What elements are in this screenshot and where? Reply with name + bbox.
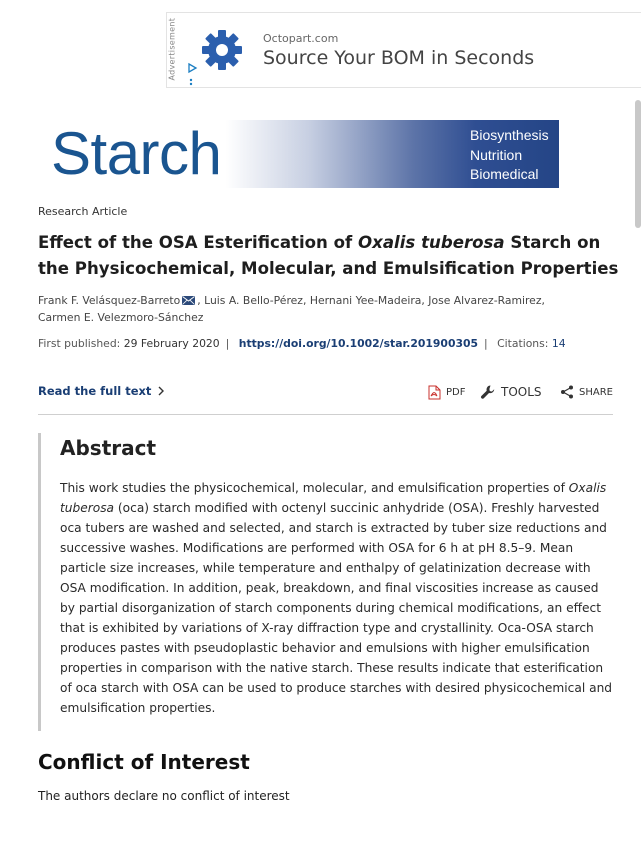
share-icon [560,385,574,399]
journal-logo: Starch [51,120,222,187]
author-link[interactable]: Frank F. Velásquez-Barreto [38,294,181,307]
ad-choices-icon[interactable] [188,62,198,88]
abstract-heading: Abstract [60,436,157,460]
publish-date: 29 February 2020 [123,337,220,350]
wrench-icon [480,384,496,400]
publication-meta: First published: 29 February 2020 | https://doi.org/10.1002/star.201900305 | Citations: 14 [38,337,566,350]
pdf-icon [428,385,441,400]
article-title: Effect of the OSA Esterification of Oxalis tuberosa Starch on the Physicochemical, Molecular, and Emulsification Properties [38,233,619,278]
journal-banner[interactable] [38,120,559,188]
chevron-right-icon [157,386,165,396]
ad-domain[interactable]: Octopart.com [263,32,339,45]
tools-button[interactable]: TOOLS [480,383,542,401]
banner-tag: Nutrition [470,146,523,163]
author-list: Frank F. Velásquez-Barreto , Luis A. Bello-Pérez, Hernani Yee-Madeira, Jose Alvarez-Ramirez, Carmen E. Velezmoro-Sánchez [38,294,545,324]
read-full-text-link[interactable]: Read the full text [38,384,165,398]
banner-tag: Biomedical [470,166,539,182]
section-divider [38,414,613,415]
banner-tag: Biosynthesis [470,127,549,143]
author-link[interactable]: Hernani Yee-Madeira [309,294,422,307]
article-type: Research Article [38,205,128,218]
ad-headline[interactable]: Source Your BOM in Seconds [263,47,535,69]
share-button[interactable]: SHARE [560,383,613,401]
envelope-icon[interactable] [182,296,195,305]
scrollbar-thumb[interactable] [635,100,641,228]
journal-tags [470,126,549,185]
conflict-heading: Conflict of Interest [38,750,250,774]
gear-icon [200,28,244,72]
citations-count[interactable]: 14 [551,337,566,350]
abstract-section [38,433,613,731]
advertisement-banner[interactable] [166,12,641,88]
author-link[interactable]: Jose Alvarez-Ramirez [428,294,542,307]
conflict-text: The authors declare no conflict of interest [38,789,290,803]
author-link[interactable]: Luis A. Bello-Pérez [204,294,303,307]
author-link[interactable]: Carmen E. Velezmoro-Sánchez [38,311,204,324]
abstract-text: This work studies the physicochemical, molecular, and emulsification properties of Oxalis tuberosa (oca) starch modified with octenyl succinic anhydride (OSA). Freshly harvested oca tubers are washed and selected, and starch is extracted by tuber size reductions and successive washes. Modifications are performed with OSA for 6 h at pH 8.5–9. Mean particle size increases, while temperature and enthalpy of gelatinization decrease with OSA modification. In addition, peak, breakdown, and final viscosities increase as caused by partial disorganization of starch components during chemical modifications, an effect that is exhibited by variations of X-ray diffraction type and crystallinity. Oca-OSA starch produces pastes with pseudoplastic behavior and emulsions with higher emulsification properties in comparison with the native starch. These results indicate that esterification of oca starch with OSA can be used to produce starches with desired physicochemical and emulsification properties. [60,481,613,715]
pdf-button[interactable]: PDF [428,383,465,401]
ad-label: Advertisement [167,17,177,81]
doi-link[interactable]: https://doi.org/10.1002/star.201900305 [238,337,478,350]
